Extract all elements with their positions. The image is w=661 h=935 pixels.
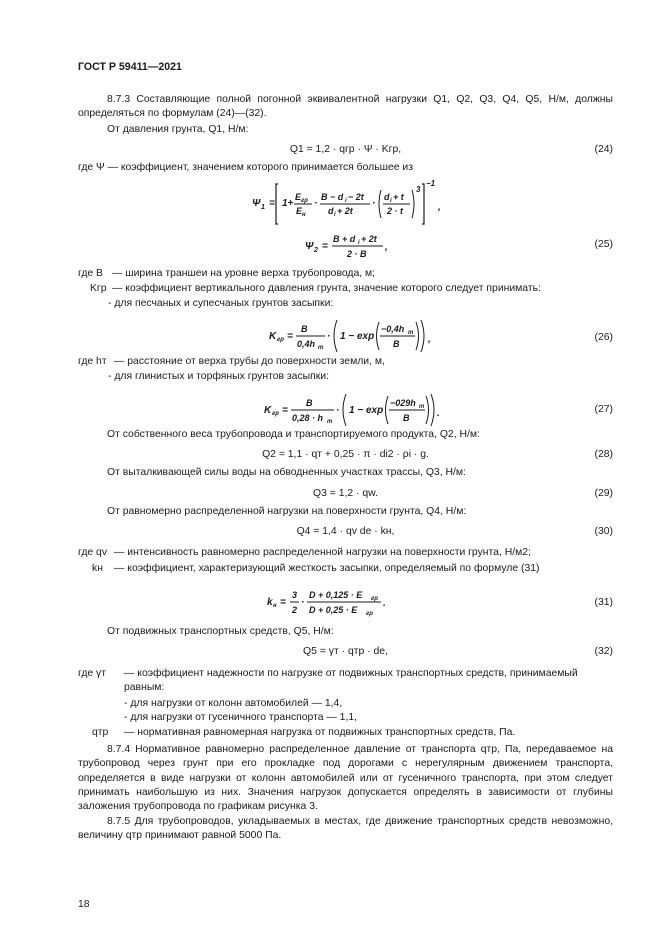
qtr-text: — нормативная равномерная нагрузка от подвижных транспортных средств, Па. (124, 727, 516, 738)
equation-32: Q5 = γт · qтр · de, (303, 646, 388, 657)
b-definition (78, 267, 613, 281)
clay-item: - для глинистых и торфяных грунтов засыпки: (108, 371, 329, 382)
svg-text:н: н (273, 603, 277, 609)
formula-31-graphic (265, 584, 405, 620)
equation-25-number: (25) (594, 239, 613, 250)
svg-text:d: d (384, 192, 390, 202)
equation-29-number: (29) (594, 488, 613, 499)
svg-text:k: k (267, 597, 273, 608)
equation-24-number: (24) (594, 144, 613, 155)
svg-text:−1: −1 (426, 180, 436, 188)
psi-definition: где Ψ — коэффициент, значением которого принимается большее из (78, 162, 413, 173)
q4-intro: От равномерно распределенной нагрузки на поверхности грунта, Q4, Н/м: (107, 506, 467, 517)
svg-text:·: · (372, 198, 376, 209)
svg-text:гр: гр (371, 596, 378, 602)
svg-text:D + 0,25 · E: D + 0,25 · E (309, 605, 358, 615)
svg-text:2: 2 (292, 605, 298, 615)
svg-text:B − d: B − d (321, 192, 344, 202)
equation-30: Q4 = 1,4 · qv de · kн, (296, 526, 395, 537)
q3-intro: От выталкивающей силы воды на обводненных участках трассы, Q3, Н/м: (107, 467, 466, 478)
equation-24: Q1 = 1,2 · qгр · Ψ · Kгр, (289, 144, 402, 155)
svg-text:т: т (408, 330, 414, 336)
equation-30-number: (30) (594, 526, 613, 537)
svg-text:0,28 · h: 0,28 · h (292, 413, 324, 423)
svg-text:1 − exp: 1 − exp (349, 405, 384, 416)
svg-text:=: = (280, 597, 286, 608)
svg-text:2: 2 (314, 247, 318, 254)
svg-text:B: B (393, 339, 400, 349)
svg-text:1+: 1+ (282, 198, 294, 209)
svg-text:,: , (385, 242, 388, 253)
svg-text:·: · (336, 405, 340, 416)
qv-term: где qv (78, 547, 108, 558)
svg-text:B: B (403, 413, 410, 423)
svg-text:− 2t: − 2t (348, 192, 364, 202)
gamma-text: — коэффициент надежности по нагрузке от подвижных транспортных средств, принимаемый равным: (124, 668, 578, 694)
kgr-term: Kгр (90, 283, 107, 294)
svg-text:,: , (438, 202, 441, 213)
svg-text:.: . (383, 598, 386, 609)
svg-text:·: · (301, 597, 305, 608)
equation-28: Q2 = 1,1 · qт + 0,25 · π · di2 · ρi · g. (262, 449, 429, 460)
svg-text:+ t: + t (393, 192, 404, 202)
svg-text:Ψ: Ψ (305, 241, 314, 252)
formula-psi1-graphic (250, 180, 460, 230)
svg-text:т: т (419, 404, 425, 410)
kn-definition (78, 562, 613, 576)
svg-text:D + 0,125 · E: D + 0,125 · E (309, 590, 363, 600)
svg-text:=: = (322, 241, 328, 252)
paragraph-8-7-3: 8.7.3 Составляющие полной погонной эквивалентной нагрузки Q1, Q2, Q3, Q4, Q5, Н/м, должны определяться по формулам (24)—(32). (78, 94, 613, 120)
q2-intro: От собственного веса трубопровода и транспортируемого продукта, Q2, Н/м: (107, 429, 480, 440)
svg-text:гр: гр (301, 198, 308, 204)
svg-text:=: = (282, 405, 288, 416)
svg-text:Ψ: Ψ (252, 198, 261, 209)
formula-31 (265, 584, 405, 625)
document-header: ГОСТ Р 59411—2021 (78, 61, 182, 73)
svg-text:i: i (345, 198, 347, 204)
paragraph-8-7-4: 8.7.4 Нормативное равномерно распределенное давление от транспорта qтр, Па, передаваемое на трубопровод через грунт при его прокладке под дорогами с нерегулярным движением транспорта, определяется в виде нагрузки от колонн автомобилей или от гусеничного транспорта, при этом следует принимать наибольшую из них. Значения нагрузок допускается определять в зависимости от глубины заложения трубопровода по графикам рисунка 3. (78, 744, 613, 813)
svg-text:B + d: B + d (333, 234, 356, 244)
svg-text:1: 1 (261, 204, 265, 211)
formula-27-graphic (262, 390, 442, 430)
equation-31-number: (31) (594, 597, 613, 608)
qv-text: — интенсивность равномерно распределенной нагрузки на поверхности грунта, Н/м2; (114, 547, 531, 558)
equation-27-number: (27) (594, 404, 613, 415)
qtr-term: qтр (92, 727, 109, 738)
kgr-definition (78, 282, 613, 296)
qtr-definition (78, 726, 613, 740)
paragraph-8-7-5: 8.7.5 Для трубопроводов, укладываемых в местах, где движение транспортных средств невозможно, величину qтр принимают равной 5000 Па. (78, 816, 613, 842)
equation-29: Q3 = 1,2 · qw. (313, 488, 378, 499)
svg-text:т: т (318, 345, 324, 351)
svg-text:гр: гр (366, 611, 373, 617)
svg-text:.: . (437, 408, 440, 419)
gamma-item-1: - для нагрузки от колонн автомобилей — 1,4, (124, 698, 343, 709)
gamma-definition (78, 667, 613, 696)
page-number: 18 (78, 899, 90, 910)
svg-text:i: i (358, 240, 360, 246)
svg-text:гр: гр (277, 337, 284, 343)
q1-intro: От давления грунта, Q1, Н/м: (107, 124, 249, 135)
svg-text:d: d (328, 206, 334, 216)
svg-text:=: = (269, 198, 275, 209)
b-term: где B (78, 268, 103, 279)
formula-psi2 (303, 230, 403, 267)
ht-term: где hт (78, 356, 107, 367)
svg-text:,: , (428, 334, 431, 345)
equation-26-number: (26) (594, 332, 613, 343)
q5-intro: От подвижных транспортных средств, Q5, Н/м: (107, 626, 334, 637)
svg-text:гр: гр (272, 411, 279, 417)
formula-26-graphic (267, 316, 437, 356)
svg-text:E: E (295, 192, 302, 202)
svg-text:н: н (302, 212, 306, 218)
qv-definition (78, 546, 613, 560)
svg-text:2 · t: 2 · t (387, 206, 404, 216)
svg-text:+ 2t: + 2t (361, 234, 377, 244)
svg-text:i: i (390, 198, 392, 204)
svg-text:2 · B: 2 · B (347, 249, 367, 259)
kgr-text: — коэффициент вертикального давления грунта, значение которого следует принимать: (112, 283, 541, 294)
formula-psi2-graphic (303, 230, 403, 262)
formula-psi1 (250, 180, 460, 235)
svg-text:K: K (269, 331, 277, 342)
svg-text:·: · (327, 331, 331, 342)
equation-28-number: (28) (594, 449, 613, 460)
ht-text: — расстояние от верха трубы до поверхности земли, м, (114, 356, 385, 367)
svg-text:K: K (264, 405, 272, 416)
equation-32-number: (32) (594, 646, 613, 657)
svg-text:0,4h: 0,4h (297, 339, 316, 349)
svg-text:E: E (296, 206, 303, 216)
svg-text:3: 3 (416, 185, 421, 194)
kn-text: — коэффициент, характеризующий жесткость засыпки, определяемый по формуле (31) (114, 563, 540, 574)
svg-text:1 − exp: 1 − exp (340, 331, 375, 342)
b-text: — ширина траншеи на уровне верха трубопровода, м; (112, 268, 376, 279)
svg-text:B: B (301, 324, 308, 334)
gamma-item-2: - для нагрузки от гусеничного транспорта — 1,1, (124, 712, 358, 723)
svg-text:=: = (287, 331, 293, 342)
svg-text:−0,4h: −0,4h (381, 324, 405, 334)
svg-text:B: B (306, 398, 313, 408)
kn-term: kн (92, 563, 103, 574)
gamma-term: где γт (78, 668, 107, 679)
ht-definition (78, 355, 613, 369)
svg-text:3: 3 (292, 590, 298, 600)
sand-item: - для песчаных и супесчаных грунтов засыпки: (108, 298, 334, 309)
svg-text:+ 2t: + 2t (337, 206, 353, 216)
svg-text:·: · (314, 198, 318, 209)
svg-text:i: i (334, 212, 336, 218)
svg-text:−029h: −029h (390, 398, 416, 408)
svg-text:т: т (327, 419, 333, 425)
